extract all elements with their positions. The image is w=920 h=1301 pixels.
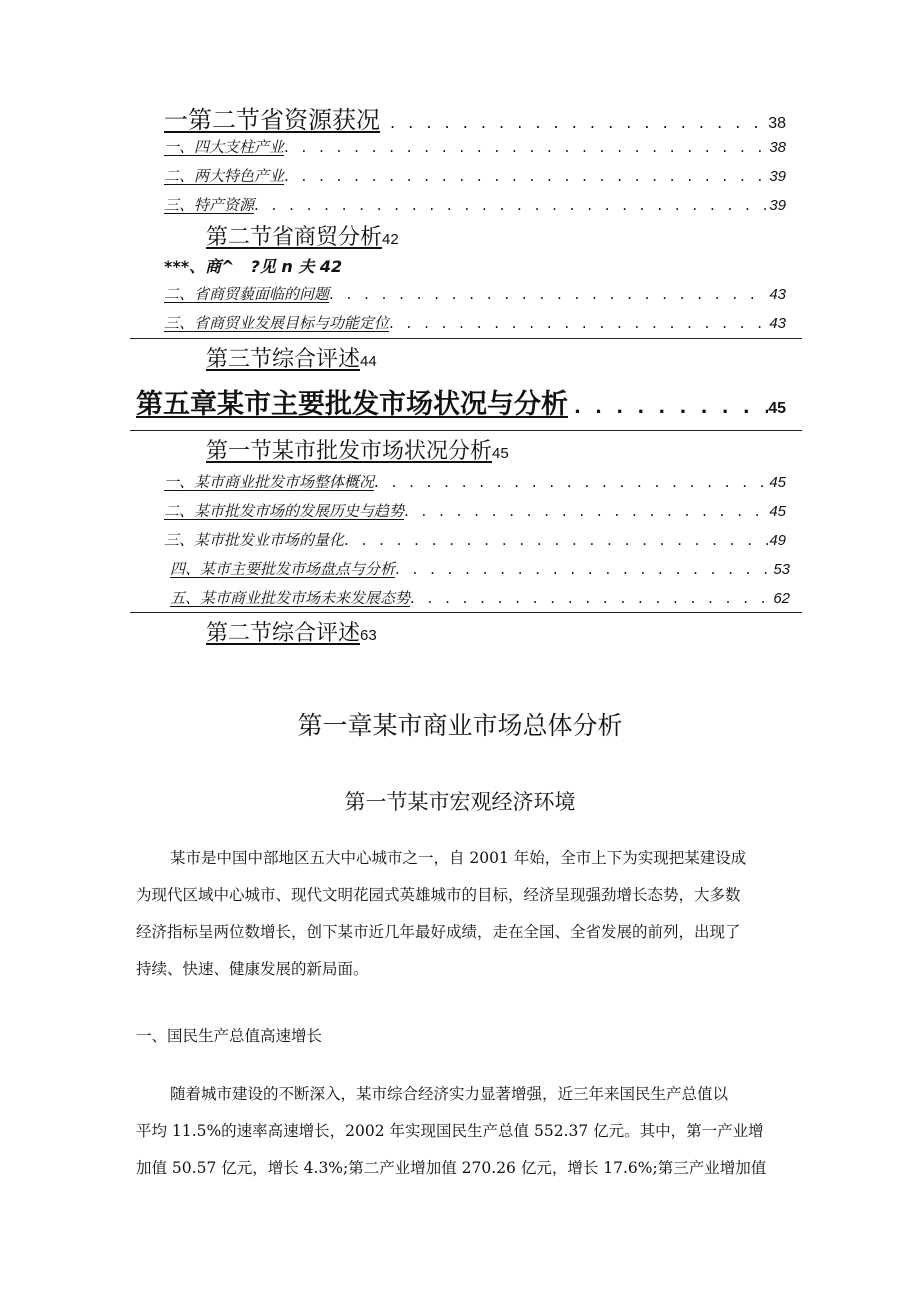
toc-leader bbox=[329, 285, 769, 303]
chapter-title: 第一章某市商业市场总体分析 bbox=[297, 711, 623, 740]
toc-page-number: 62 bbox=[773, 590, 790, 607]
divider bbox=[130, 338, 802, 339]
toc-leader bbox=[284, 138, 769, 156]
toc-page-number: 39 bbox=[769, 197, 786, 214]
toc-entry-title: 五、某市商业批发市场未来发展态势 bbox=[170, 589, 411, 607]
toc-entry-title: 二、省商贸藐面临的问题 bbox=[164, 285, 330, 303]
toc-entry-title: 第一节某市批发市场状况分析 bbox=[206, 439, 493, 464]
toc-item[interactable] bbox=[164, 165, 786, 186]
toc-leader bbox=[254, 196, 769, 214]
toc-section-resources[interactable] bbox=[164, 100, 786, 135]
toc-leader bbox=[395, 560, 773, 578]
toc-entry-title: 一、四大支柱产业 bbox=[164, 138, 285, 156]
toc-page-number: 42 bbox=[382, 231, 399, 248]
toc-page-number: 38 bbox=[768, 115, 786, 132]
divider bbox=[130, 430, 802, 431]
toc-page-number: 45 bbox=[769, 474, 786, 491]
toc-leader bbox=[284, 167, 769, 185]
paragraph-line: 持续、快速、健康发展的新局面。 bbox=[136, 960, 369, 978]
toc-entry-title: 二、两大特色产业 bbox=[164, 167, 285, 185]
toc-leader bbox=[404, 502, 769, 520]
toc-page-number: 45 bbox=[769, 503, 786, 520]
toc-page-number: 49 bbox=[769, 532, 786, 549]
toc-page-number: 43 bbox=[769, 315, 786, 332]
toc-item[interactable] bbox=[164, 136, 786, 157]
toc-page-number: 44 bbox=[360, 353, 377, 370]
toc-entry-title: 第三节综合评述 bbox=[206, 347, 361, 372]
toc-section-summary-2[interactable] bbox=[206, 616, 377, 647]
toc-item[interactable] bbox=[164, 500, 786, 521]
toc-page-number: 43 bbox=[769, 286, 786, 303]
subheading: 一、国民生产总值高速增长 bbox=[136, 1027, 323, 1045]
toc-garbled-entry: ***、商^ ?见 n 夫 42 bbox=[164, 257, 343, 276]
paragraph-line: 加值 50.57 亿元，增长 4.3%;第二产业增加值 270.26 亿元，增长 17.6%;第三产业增加值 bbox=[136, 1159, 767, 1177]
toc-section-summary[interactable] bbox=[206, 342, 377, 373]
paragraph-line: 某市是中国中部地区五大中心城市之一，自 2001 年始，全市上下为实现把某建设成 bbox=[170, 849, 747, 867]
toc-leader bbox=[344, 531, 769, 549]
toc-page-number: 63 bbox=[360, 627, 377, 644]
toc-leader bbox=[374, 473, 769, 491]
toc-item[interactable] bbox=[164, 194, 786, 215]
toc-item[interactable] bbox=[170, 558, 790, 579]
toc-entry-title: 四、某市主要批发市场盘点与分析 bbox=[170, 560, 396, 578]
toc-item[interactable] bbox=[164, 471, 786, 492]
toc-entry-title: 三、特产资源 bbox=[164, 196, 255, 214]
paragraph-intro bbox=[136, 840, 796, 988]
toc-entry-title: 第五章某市主要批发市场状况与分析 bbox=[136, 389, 568, 420]
toc-section-commerce[interactable] bbox=[206, 220, 399, 251]
toc-item[interactable] bbox=[164, 312, 786, 333]
paragraph-line: 经济指标呈两位数增长，创下某市近几年最好成绩，走在全国、全省发展的前列，出现了 bbox=[136, 923, 741, 941]
toc-entry-title: 三、省商贸业发展目标与功能定位 bbox=[164, 314, 390, 332]
toc-item[interactable] bbox=[164, 283, 786, 304]
toc-entry-title: 二、某市批发市场的发展历史与趋势 bbox=[164, 502, 405, 520]
toc-leader bbox=[574, 397, 768, 418]
toc-chapter-5[interactable] bbox=[136, 382, 786, 421]
section-title: 第一节某市宏观经济环境 bbox=[344, 790, 576, 814]
toc-entry-title: 第二节综合评述 bbox=[206, 621, 361, 646]
toc-entry-title: 三、某市批发业市场的量化 bbox=[164, 531, 345, 549]
toc-page-number: 53 bbox=[773, 561, 790, 578]
toc-leader bbox=[390, 113, 768, 132]
paragraph-line: 随着城市建设的不断深入，某市综合经济实力显著增强，近三年来国民生产总值以 bbox=[170, 1085, 729, 1103]
toc-leader bbox=[410, 589, 773, 607]
toc-leader bbox=[389, 314, 769, 332]
toc-page-number: 45 bbox=[768, 400, 786, 417]
paragraph-line: 平均 11.5%的速率高速增长，2002 年实现国民生产总值 552.37 亿元。其中，第一产业增 bbox=[136, 1122, 764, 1140]
toc-page-number: 39 bbox=[769, 168, 786, 185]
toc-entry-title: 第二节省商贸分析 bbox=[206, 225, 383, 250]
toc-page-number: 45 bbox=[492, 445, 509, 462]
toc-section-wholesale[interactable] bbox=[206, 434, 509, 465]
toc-item[interactable] bbox=[170, 587, 790, 608]
paragraph-line: 为现代区域中心城市、现代文明花园式英雄城市的目标，经济呈现强劲增长态势，大多数 bbox=[136, 886, 741, 904]
paragraph-gdp bbox=[136, 1076, 796, 1187]
toc-entry-title: 一、某市商业批发市场整体概况 bbox=[164, 473, 375, 491]
divider bbox=[130, 612, 802, 613]
toc-page-number: 38 bbox=[769, 139, 786, 156]
toc-item[interactable] bbox=[164, 529, 786, 550]
toc-entry-title: 一第二节省资源获况 bbox=[164, 106, 380, 134]
